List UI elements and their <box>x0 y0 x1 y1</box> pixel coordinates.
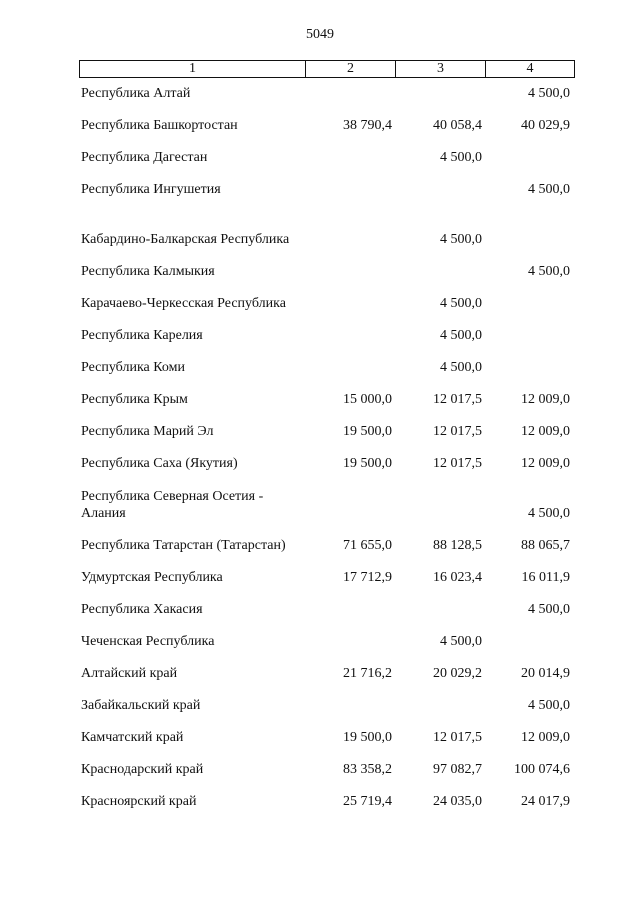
value-col-3: 40 058,4 <box>433 118 482 133</box>
value-col-4: 4 500,0 <box>528 698 570 713</box>
value-col-4: 4 500,0 <box>528 264 570 279</box>
table-row <box>79 746 575 778</box>
value-col-4: 12 009,0 <box>521 456 570 471</box>
header-col-3: 3 <box>396 61 486 77</box>
value-col-3: 12 017,5 <box>433 730 482 745</box>
table-row <box>79 714 575 746</box>
table-row <box>79 102 575 134</box>
value-col-2: 19 500,0 <box>343 456 392 471</box>
value-col-4: 4 500,0 <box>528 86 570 101</box>
value-col-4: 88 065,7 <box>521 538 570 553</box>
page-number: 5049 <box>306 27 334 42</box>
value-col-4: 100 074,6 <box>514 762 570 777</box>
table-row <box>79 522 575 554</box>
table-row <box>79 408 575 440</box>
value-col-4: 12 009,0 <box>521 730 570 745</box>
region-name: Республика Ингушетия <box>81 182 221 197</box>
table-row <box>79 280 575 312</box>
region-name: Республика Коми <box>81 360 185 375</box>
table-row <box>79 344 575 376</box>
region-name: Удмуртская Республика <box>81 570 223 585</box>
value-col-3: 12 017,5 <box>433 392 482 407</box>
table-row <box>79 682 575 714</box>
table-row <box>79 650 575 682</box>
table-row <box>79 198 575 248</box>
value-col-2: 71 655,0 <box>343 538 392 553</box>
value-col-3: 4 500,0 <box>440 232 482 247</box>
value-col-4: 12 009,0 <box>521 424 570 439</box>
region-name: Красноярский край <box>81 794 197 809</box>
value-col-2: 17 712,9 <box>343 570 392 585</box>
value-col-4: 4 500,0 <box>528 182 570 197</box>
value-col-3: 24 035,0 <box>433 794 482 809</box>
table-row <box>79 312 575 344</box>
value-col-2: 83 358,2 <box>343 762 392 777</box>
region-name: Карачаево-Черкесская Республика <box>81 296 286 311</box>
value-col-3: 4 500,0 <box>440 328 482 343</box>
header-col-4: 4 <box>526 61 534 76</box>
value-col-3: 4 500,0 <box>440 150 482 165</box>
region-name: Республика Карелия <box>81 328 203 343</box>
value-col-4: 24 017,9 <box>521 794 570 809</box>
value-col-3: 12 017,5 <box>433 456 482 471</box>
value-col-2: 19 500,0 <box>343 730 392 745</box>
value-col-3: 97 082,7 <box>433 762 482 777</box>
value-col-4: 12 009,0 <box>521 392 570 407</box>
value-col-3: 4 500,0 <box>440 634 482 649</box>
table-row <box>79 778 575 810</box>
region-name: Республика Дагестан <box>81 150 208 165</box>
table-row <box>79 618 575 650</box>
value-col-4: 16 011,9 <box>521 570 570 585</box>
value-col-3: 20 029,2 <box>433 666 482 681</box>
value-col-3: 4 500,0 <box>440 296 482 311</box>
value-col-3: 16 023,4 <box>433 570 482 585</box>
table-row <box>79 440 575 472</box>
region-name: Краснодарский край <box>81 762 204 777</box>
region-name: Республика Марий Эл <box>81 424 214 439</box>
value-col-3: 12 017,5 <box>433 424 482 439</box>
table-row <box>79 248 575 280</box>
region-name: Камчатский край <box>81 730 184 745</box>
table-body <box>79 86 575 810</box>
region-name: Республика Саха (Якутия) <box>81 456 238 471</box>
value-col-2: 38 790,4 <box>343 118 392 133</box>
region-name: Республика Калмыкия <box>81 264 215 279</box>
value-col-4: 40 029,9 <box>521 118 570 133</box>
region-name: Республика Северная Осетия - Алания <box>81 489 264 521</box>
table-row <box>79 554 575 586</box>
header-col-2: 2 <box>306 61 396 77</box>
region-name: Республика Хакасия <box>81 602 203 617</box>
table-row <box>79 376 575 408</box>
region-name: Кабардино-Балкарская Республика <box>81 232 290 247</box>
value-col-4: 20 014,9 <box>521 666 570 681</box>
region-name: Республика Крым <box>81 392 188 407</box>
value-col-2: 15 000,0 <box>343 392 392 407</box>
table-row <box>79 472 575 522</box>
value-col-2: 25 719,4 <box>343 794 392 809</box>
region-name: Чеченская Республика <box>81 634 215 649</box>
value-col-3: 4 500,0 <box>440 360 482 375</box>
value-col-4: 4 500,0 <box>528 506 570 521</box>
region-name: Республика Алтай <box>81 86 191 101</box>
value-col-4: 4 500,0 <box>528 602 570 617</box>
table-row <box>79 586 575 618</box>
table-header <box>79 60 575 78</box>
table-row <box>79 166 575 198</box>
table-row <box>79 134 575 166</box>
value-col-2: 21 716,2 <box>343 666 392 681</box>
region-name: Алтайский край <box>81 666 178 681</box>
table-row <box>79 86 575 102</box>
value-col-2: 19 500,0 <box>343 424 392 439</box>
region-name: Республика Башкортостан <box>81 118 238 133</box>
region-name: Забайкальский край <box>81 698 201 713</box>
value-col-3: 88 128,5 <box>433 538 482 553</box>
header-col-1: 1 <box>80 61 306 77</box>
region-name: Республика Татарстан (Татарстан) <box>81 538 286 553</box>
